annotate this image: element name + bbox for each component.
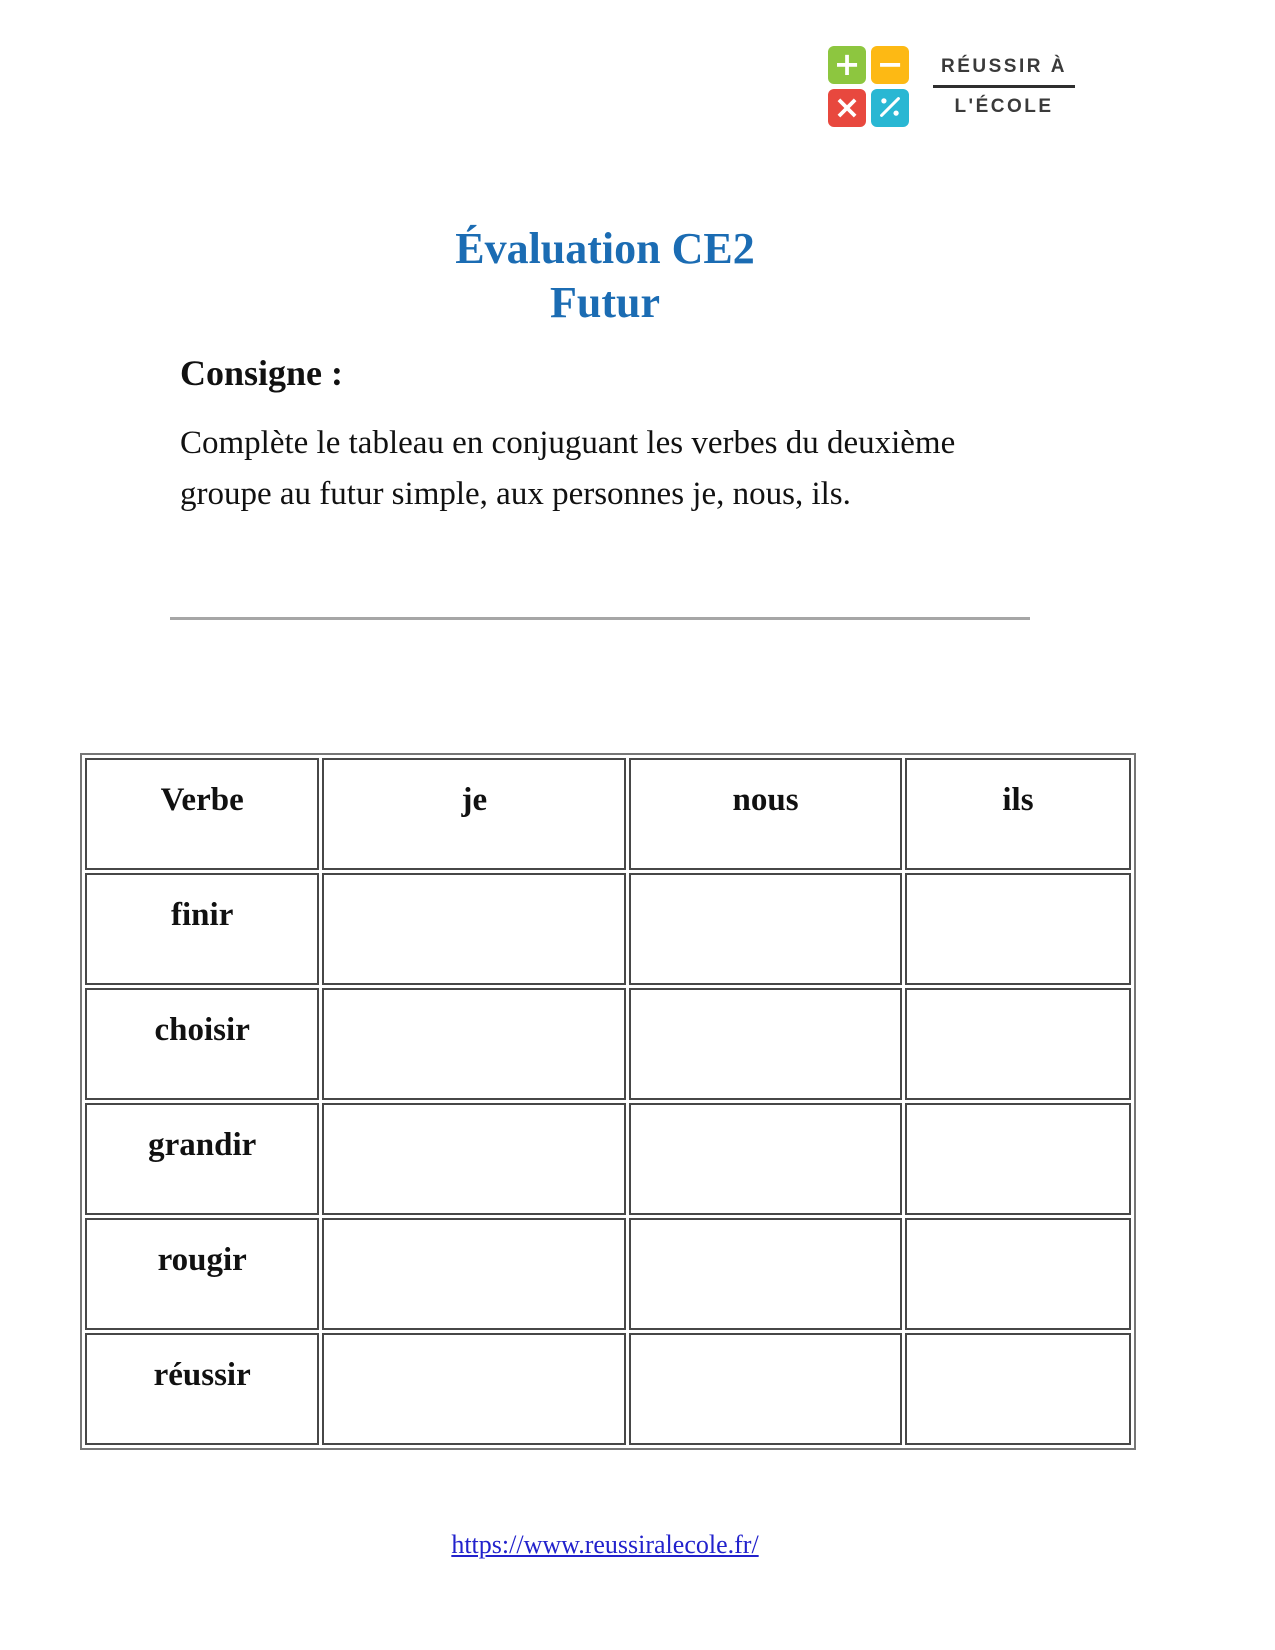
table-row xyxy=(85,1103,1131,1215)
header-verbe: Verbe xyxy=(85,758,319,870)
table-row xyxy=(85,873,1131,985)
page-title xyxy=(180,222,1030,330)
header-ils: ils xyxy=(905,758,1131,870)
table-header-row xyxy=(85,758,1131,870)
answer-cell xyxy=(629,873,902,985)
website-link[interactable]: https://www.reussiralecole.fr/ xyxy=(451,1530,759,1559)
table-row xyxy=(85,1333,1131,1445)
plus-icon xyxy=(828,46,866,84)
answer-cell xyxy=(322,873,626,985)
answer-cell xyxy=(905,1333,1131,1445)
verb-label: choisir xyxy=(85,988,319,1100)
answer-cell xyxy=(905,1103,1131,1215)
multiply-icon xyxy=(828,89,866,127)
header-je: je xyxy=(322,758,626,870)
table-row xyxy=(85,1218,1131,1330)
verb-label: rougir xyxy=(85,1218,319,1330)
answer-cell xyxy=(905,1218,1131,1330)
footer xyxy=(180,1530,1030,1560)
verb-label: réussir xyxy=(85,1333,319,1445)
instructions-text: Complète le tableau en conjuguant les verbes du deuxième groupe au futur simple, aux personnes je, nous, ils. xyxy=(180,425,956,512)
answer-cell xyxy=(629,1103,902,1215)
answer-cell xyxy=(905,988,1131,1100)
instructions-heading: Consigne : xyxy=(180,353,344,393)
minus-icon xyxy=(871,46,909,84)
answer-cell xyxy=(629,988,902,1100)
verb-label: grandir xyxy=(85,1103,319,1215)
brand-logo xyxy=(828,46,1075,127)
header-nous: nous xyxy=(629,758,902,870)
conjugation-table xyxy=(80,753,1136,1450)
answer-cell xyxy=(322,1103,626,1215)
plus-glyph: + xyxy=(833,45,861,83)
verb-label: finir xyxy=(85,873,319,985)
brand-line-1: RÉUSSIR À xyxy=(941,55,1067,77)
brand-separator xyxy=(933,85,1075,88)
answer-cell xyxy=(322,1333,626,1445)
brand-name xyxy=(933,56,1075,118)
table-row xyxy=(85,988,1131,1100)
horizontal-divider xyxy=(170,617,1030,620)
divide-icon xyxy=(871,89,909,127)
answer-cell xyxy=(322,988,626,1100)
title-line-2: Futur xyxy=(550,278,660,327)
title-line-1: Évaluation CE2 xyxy=(455,224,755,273)
minus-glyph: − xyxy=(876,45,904,83)
answer-cell xyxy=(629,1218,902,1330)
answer-cell xyxy=(322,1218,626,1330)
answer-cell xyxy=(629,1333,902,1445)
calculator-squares-icon xyxy=(828,46,909,127)
multiply-glyph: × xyxy=(833,88,861,126)
answer-cell xyxy=(905,873,1131,985)
brand-line-2: L'ÉCOLE xyxy=(954,95,1054,117)
